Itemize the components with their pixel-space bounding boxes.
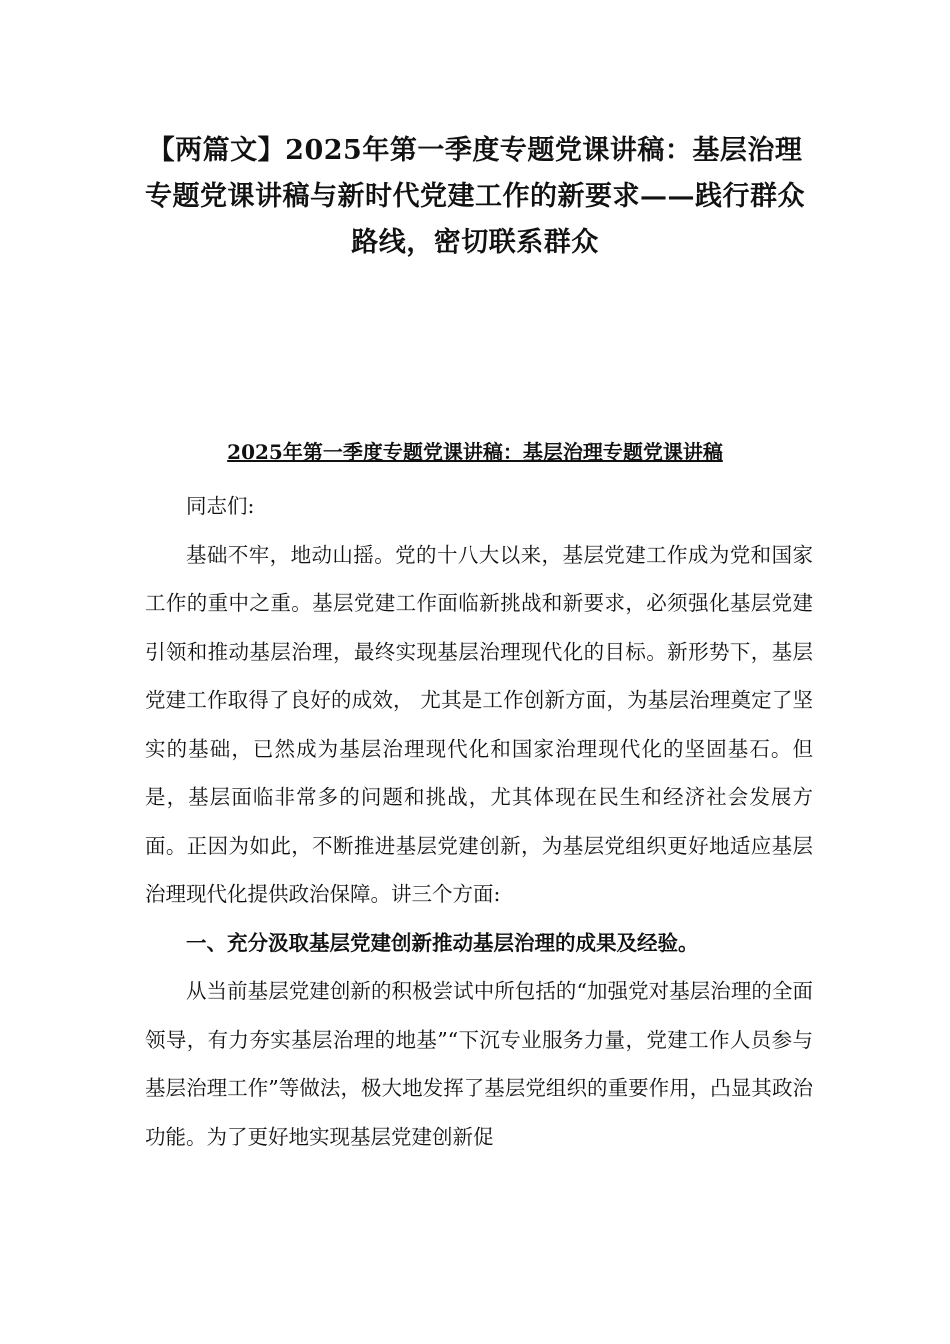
document-body	[145, 482, 813, 1161]
body-paragraph: 从当前基层党建创新的积极尝试中所包括的“加强党对基层治理的全面领导，有力夯实基层治理的地基”“下沉专业服务力量，党建工作人员参与基层治理工作”等做法，极大地发挥了基层党组织的重要作用，凸显其政治功能。为了更好地实现基层党建创新促	[145, 979, 813, 1149]
document-title: 【两篇文】2025年第一季度专题党课讲稿：基层治理专题党课讲稿与新时代党建工作的新要求——践行群众路线，密切联系群众	[145, 135, 805, 258]
body-paragraph: 基础不牢，地动山摇。党的十八大以来，基层党建工作成为党和国家工作的重中之重。基层党建工作面临新挑战和新要求，必须强化基层党建引领和推动基层治理，最终实现基层治理现代化的目标。新形势下，基层党建工作取得了良好的成效， 尤其是工作创新方面，为基层治理奠定了坚实的基础，已然成为基层治理现代化和国家治理现代化的坚固基石。但是，基层面临非常多的问题和挑战，尤其体现在民生和经济社会发展方面。正因为如此，不断推进基层党建创新，为基层党组织更好地适应基层治理现代化提供政治保障。讲三个方面:	[145, 542, 813, 906]
section-title: 2025年第一季度专题党课讲稿：基层治理专题党课讲稿	[227, 440, 723, 464]
heading-point-one: 一、充分汲取基层党建创新推动基层治理的成果及经验。	[186, 930, 699, 955]
salutation: 同志们:	[186, 494, 255, 518]
